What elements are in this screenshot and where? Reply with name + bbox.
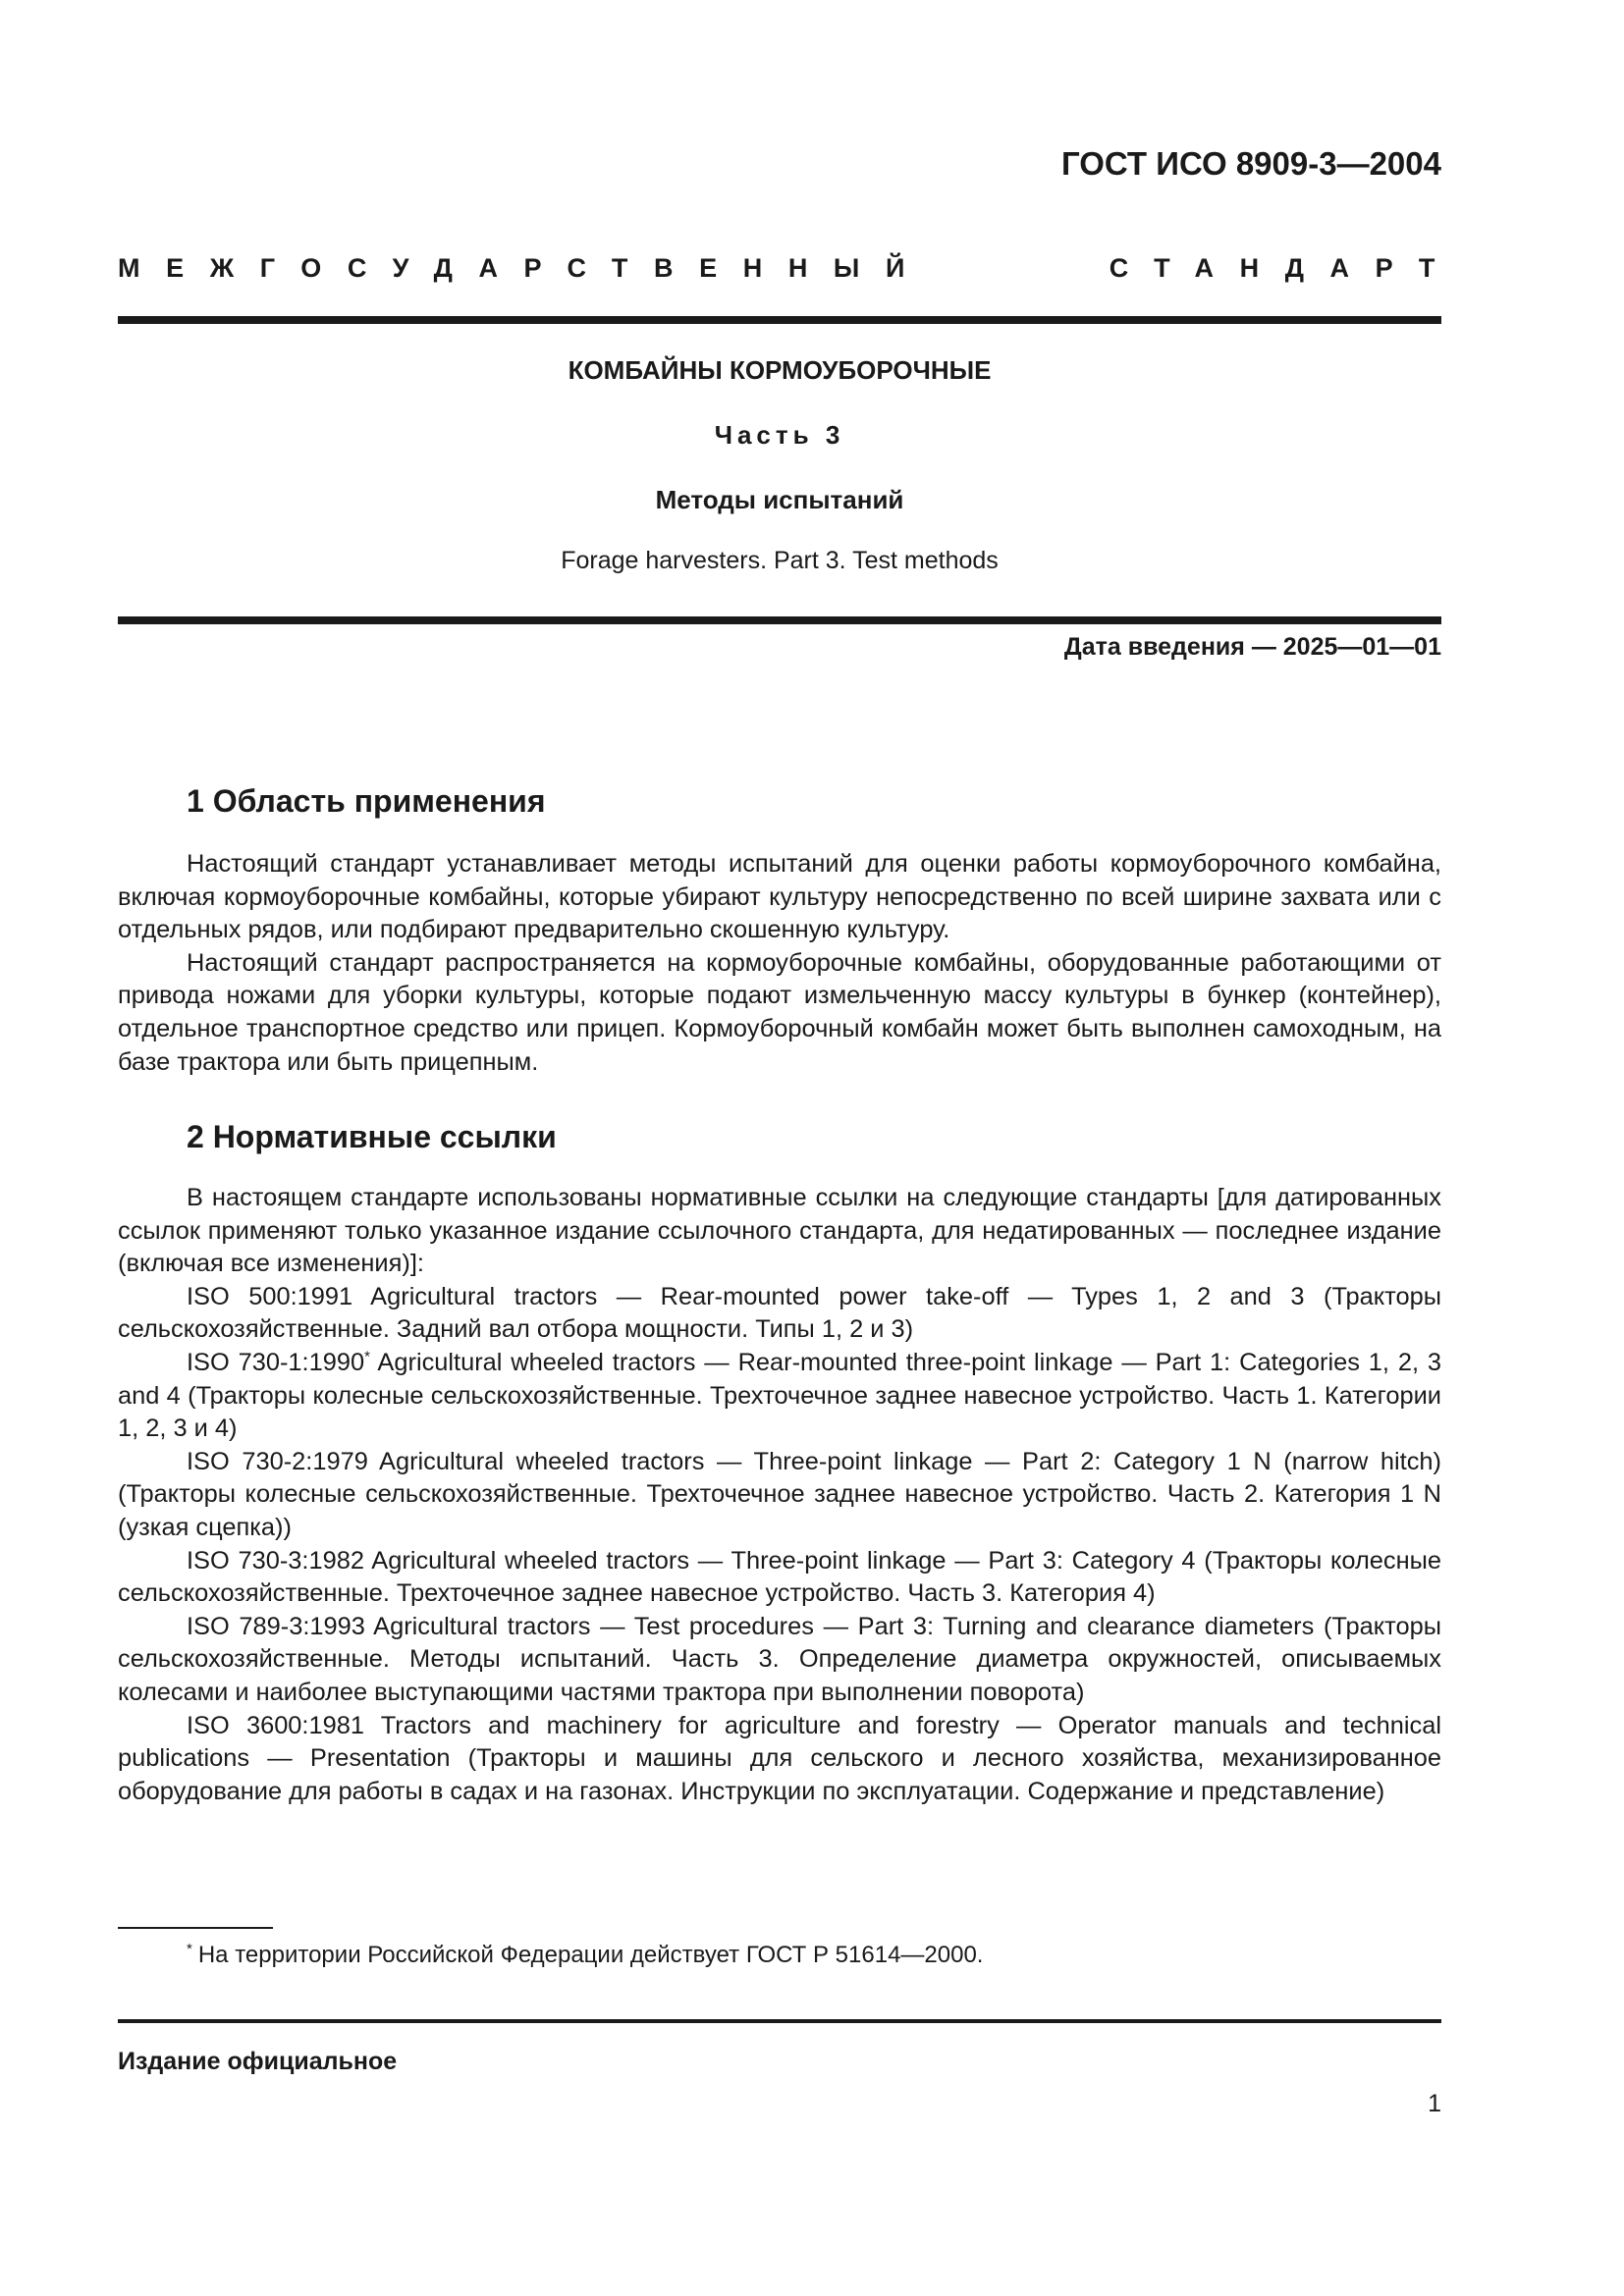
section-1-body (118, 848, 1441, 1079)
document-subtitle: Методы испытаний (655, 485, 904, 514)
header-rule (118, 316, 1441, 324)
normative-reference: ISO 730-3:1982 Agricultural wheeled tractors — Three-point linkage — Part 3: Category 4 (Тракторы колесные сельскохозяйственные. Трехточечное заднее навесное устройство. Часть 3. Категория 4) (118, 1546, 1441, 1608)
section-1-heading: 1 Область применения (187, 783, 546, 819)
footer-rule (118, 2019, 1441, 2023)
english-title: Forage harvesters. Part 3. Test methods (561, 547, 999, 574)
normative-reference: ISO 789-3:1993 Agricultural tractors — Test procedures — Part 3: Turning and clearance diameters (Тракторы сельскохозяйственные. Методы испытаний. Часть 3. Определение диаметра окружностей, описываемых колесами и наиболее выступающими частями трактора при выполнении поворота) (118, 1612, 1441, 1706)
footnote-mark: * (364, 1348, 370, 1365)
reference-code: ISO 730-1:1990 (187, 1348, 365, 1376)
page-number: 1 (1428, 2090, 1441, 2117)
document-number: ГОСТ ИСО 8909-3—2004 (1060, 145, 1441, 182)
footnote (187, 1942, 983, 1969)
footnote-rule (118, 1927, 273, 1929)
document-part: Часть 3 (714, 420, 845, 450)
footnote-text: На территории Российской Федерации действует ГОСТ Р 51614—2000. (197, 1942, 984, 1968)
section-1-paragraph: Настоящий стандарт устанавливает методы испытаний для оценки работы кормоуборочного комбайна, включая кормоуборочные комбайны, которые убирают культуру непосредственно по всей ширине захвата или с отдельных рядов, или подбирают предварительно скошенную культуру. (118, 850, 1441, 944)
footnote-mark: * (187, 1941, 192, 1957)
section-2-body (118, 1182, 1441, 1808)
section-2-intro: В настоящем стандарте использованы нормативные ссылки на следующие стандарты [для датированных ссылок применяют только указанное издание ссылочного стандарта, для недатированных — последнее издание (включая все изменения)]: (118, 1184, 1441, 1278)
normative-reference: ISO 500:1991 Agricultural tractors — Rear-mounted power take-off — Types 1, 2 and 3 (Тракторы сельскохозяйственные. Задний вал отбора мощности. Типы 1, 2 и 3) (118, 1282, 1441, 1344)
title-rule (118, 616, 1441, 624)
interstate-word: МЕЖГОСУДАРСТВЕННЫЙ (118, 253, 931, 283)
section-2-heading: 2 Нормативные ссылки (187, 1119, 557, 1154)
standard-word: СТАНДАРТ (1109, 253, 1461, 283)
official-edition-label: Издание официальное (118, 2048, 398, 2075)
introduction-date: Дата введения — 2025—01—01 (1063, 633, 1441, 661)
interstate-standard-banner (118, 253, 1461, 293)
normative-reference: ISO 730-2:1979 Agricultural wheeled tractors — Three-point linkage — Part 2: Category 1 N (narrow hitch) (Тракторы колесные сельскохозяйственные. Трехточечное заднее навесное устройство. Часть 2. Категория 1 N (узкая сцепка)) (118, 1447, 1441, 1541)
normative-reference (118, 1347, 1441, 1446)
section-1-paragraph: Настоящий стандарт распространяется на кормоуборочные комбайны, оборудованные работающими от привода ножами для уборки культуры, которые подают измельченную массу культуры в бункер (контейнер), отдельное транспортное средство или прицеп. Кормоуборочный комбайн может быть выполнен самоходным, на базе трактора или быть прицепным. (118, 948, 1441, 1076)
reference-text: Agricultural wheeled tractors — Rear-mounted three-point linkage — Part 1: Categories 1, 2, 3 and 4 (Тракторы колесные сельскохозяйственные. Трехточечное заднее навесное устройство. Часть 1. Категории 1, 2, 3 и 4) (118, 1348, 1441, 1443)
normative-reference: ISO 3600:1981 Tractors and machinery for agriculture and forestry — Operator manuals and technical publications — Presentation (Тракторы и машины для сельского и лесного хозяйства, механизированное оборудование для работы в садах и на газонах. Инструкции по эксплуатации. Содержание и представление) (118, 1711, 1441, 1805)
document-title: КОМБАЙНЫ КОРМОУБОРОЧНЫЕ (568, 355, 992, 385)
